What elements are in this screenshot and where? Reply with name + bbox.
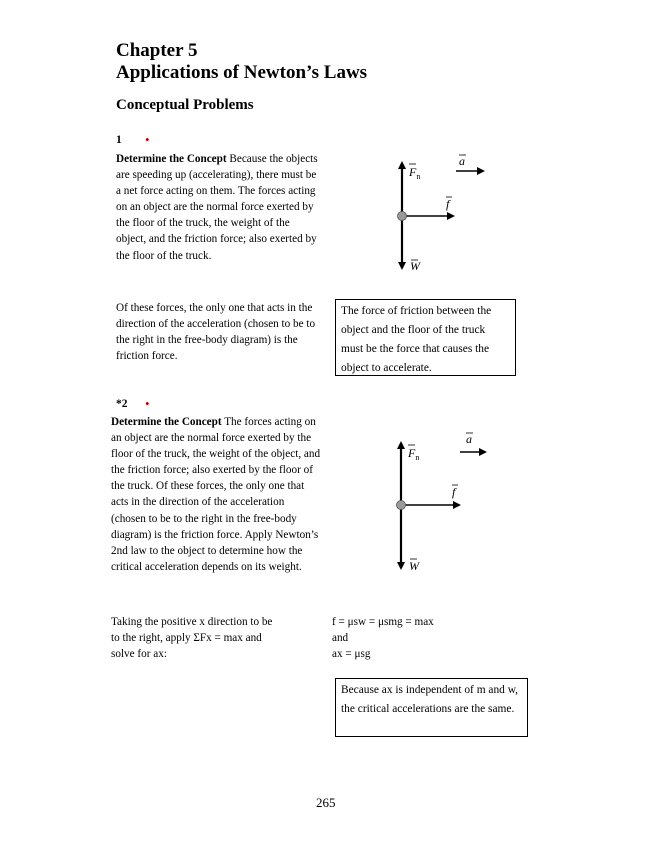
problem-1-text bbox=[116, 151, 321, 264]
problem-2-lead: Determine the Concept bbox=[111, 416, 222, 428]
equation-2: ax = μsg bbox=[332, 648, 371, 661]
problem-1-answer-box: The force of friction between the object and the floor of the truck must be the force that causes the object to accelerate. bbox=[335, 299, 516, 376]
friction-label: f bbox=[446, 197, 450, 211]
friction-label: f bbox=[452, 485, 456, 499]
accel-label: a bbox=[466, 432, 472, 446]
page-number: 265 bbox=[316, 795, 336, 810]
section-heading: Conceptual Problems bbox=[116, 97, 254, 113]
problem-1-lead: Determine the Concept bbox=[116, 153, 227, 165]
problem-2-answer-box: Because ax is independent of m and w, the critical accelerations are the same. bbox=[335, 678, 528, 737]
step-line-3: solve for ax: bbox=[111, 648, 167, 661]
difficulty-dot-2: • bbox=[145, 396, 150, 411]
difficulty-dot-1: • bbox=[145, 132, 150, 147]
accel-label: a bbox=[459, 154, 465, 168]
free-body-diagram-2 bbox=[380, 428, 500, 578]
problem-2-step bbox=[111, 614, 326, 662]
chapter-title: Applications of Newton’s Laws bbox=[116, 62, 368, 83]
problem-2-number: *2 bbox=[116, 398, 128, 410]
weight-label: W bbox=[410, 259, 420, 273]
free-body-diagram-1 bbox=[380, 148, 500, 278]
object-dot bbox=[397, 501, 406, 510]
problem-2-body: The forces acting on an object are the normal force exerted by the floor of the truck, the weight of the object, and the friction force; also exerted by the floor of the truck. Of these forces, the only one that acts in the direction of the acceleration (chosen to be to the right in the free-body diagram) is the friction force. Apply Newton’s 2nd law to the object to determine how the critical acceleration depends on its weight. bbox=[111, 416, 321, 573]
object-dot bbox=[398, 212, 407, 221]
problem-2-text bbox=[111, 414, 321, 575]
step-line-2: to the right, apply ΣFx = max and bbox=[111, 632, 262, 645]
chapter-number: Chapter 5 bbox=[116, 40, 198, 61]
problem-1-number: 1 bbox=[116, 134, 122, 146]
weight-label: W bbox=[409, 559, 419, 573]
problem-2-equations bbox=[332, 614, 532, 662]
equation-and: and bbox=[332, 632, 349, 645]
problem-1-body: Because the objects are speeding up (accelerating), there must be a net force acting on them. The forces acting on an object are the normal force exerted by the floor of the truck, the weight of the object, and the friction force; also exerted by the floor of the truck. bbox=[116, 153, 318, 262]
step-line-1: Taking the positive x direction to be bbox=[111, 616, 273, 628]
normal-force-label: $F_n$ bbox=[409, 165, 421, 181]
equation-1: f = μsw = μsmg = max bbox=[332, 616, 434, 628]
problem-1-para2: Of these forces, the only one that acts in the direction of the acceleration (chosen to be to the right in the free-body diagram) is the friction force. bbox=[116, 302, 316, 363]
normal-force-label: $F_n$ bbox=[408, 446, 420, 462]
